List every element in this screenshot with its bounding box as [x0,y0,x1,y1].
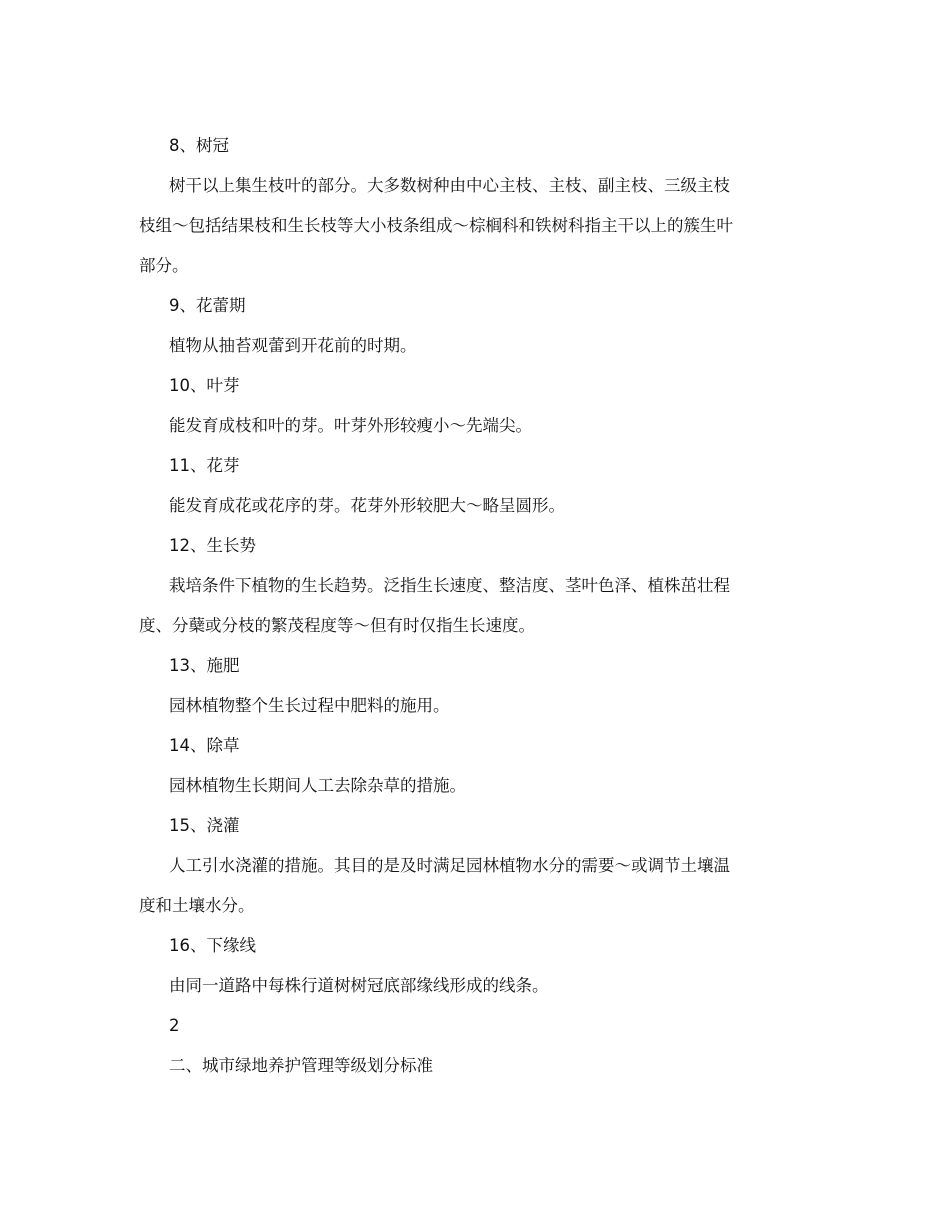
section-title: 二、城市绿地养护管理等级划分标准 [169,1056,433,1075]
entry-text-line: 人工引水浇灌的措施。其目的是及时满足园林植物水分的需要～或调节土壤温 [169,856,730,875]
entry-heading: 16、下缘线 [169,936,256,955]
entry-text-line: 能发育成枝和叶的芽。叶芽外形较瘦小～先端尖。 [169,416,532,435]
entry-heading: 12、生长势 [169,536,256,555]
entry-heading: 8、树冠 [169,136,229,155]
entry-text-line: 部分。 [139,256,189,275]
entry-text-line: 度和土壤水分。 [139,896,255,915]
entry-heading: 13、施肥 [169,656,240,675]
entry-heading: 15、浇灌 [169,816,240,835]
entry-text-line: 能发育成花或花序的芽。花芽外形较肥大～略呈圆形。 [169,496,565,515]
entry-text-line: 枝组～包括结果枝和生长枝等大小枝条组成～棕榈科和铁树科指主干以上的簇生叶 [139,216,733,235]
entry-heading: 9、花蕾期 [169,296,246,315]
entry-text-line: 由同一道路中每株行道树树冠底部缘线形成的线条。 [169,976,549,995]
entry-text-line: 树干以上集生枝叶的部分。大多数树种由中心主枝、主枝、副主枝、三级主枝 [169,176,730,195]
entry-heading: 10、叶芽 [169,376,240,395]
entry-text-line: 园林植物生长期间人工去除杂草的措施。 [169,776,466,795]
entry-text-line: 植物从抽苔观蕾到开花前的时期。 [169,336,417,355]
entry-text-line: 园林植物整个生长过程中肥料的施用。 [169,696,450,715]
page-number: 2 [169,1016,180,1035]
entry-text-line: 栽培条件下植物的生长趋势。泛指生长速度、整洁度、茎叶色泽、植株茁壮程 [169,576,730,595]
entry-text-line: 度、分蘖或分枝的繁茂程度等～但有时仅指生长速度。 [139,616,535,635]
entry-heading: 11、花芽 [169,456,240,475]
document-body [139,126,779,1086]
entry-heading: 14、除草 [169,736,240,755]
